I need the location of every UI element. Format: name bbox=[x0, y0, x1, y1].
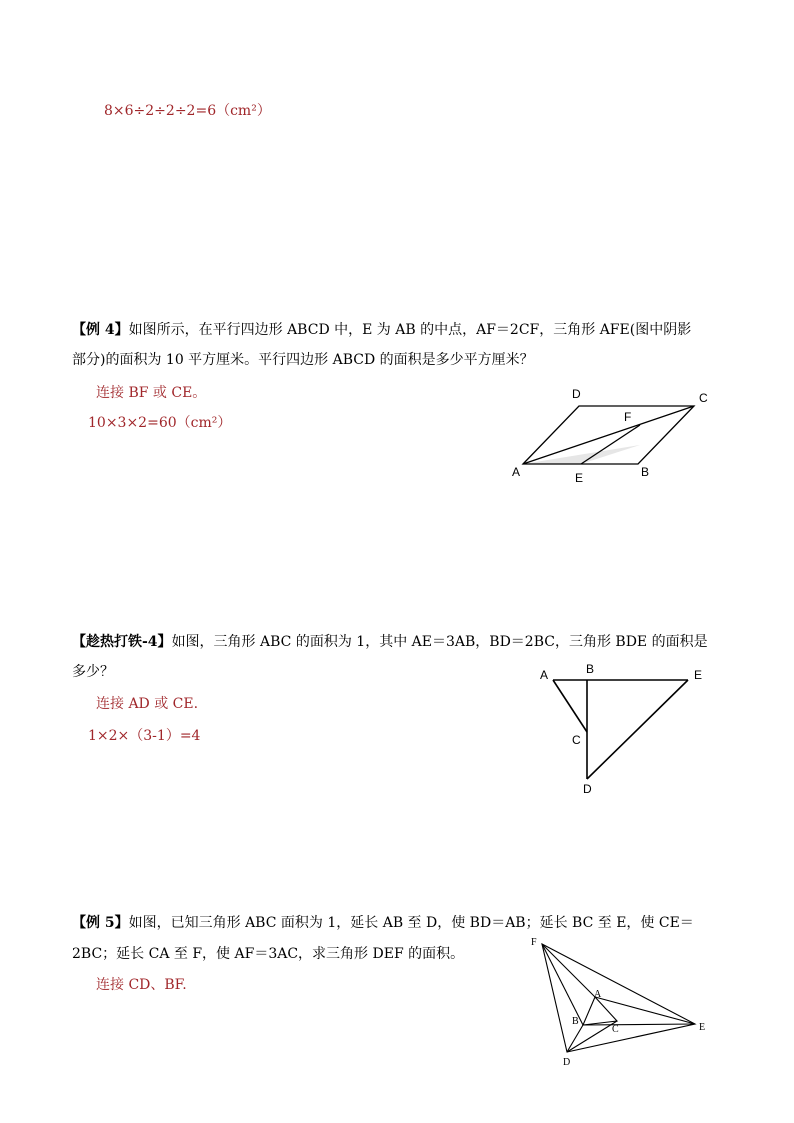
segment-fb bbox=[542, 944, 583, 1025]
label-C: C bbox=[572, 733, 581, 747]
shaded-triangle-afe bbox=[523, 445, 640, 464]
example5-text1: 如图，已知三角形 ABC 面积为 1，延长 AB 至 D，使 BD＝AB；延长 BC 至 E，使 CE＝ bbox=[128, 915, 694, 931]
label-D: D bbox=[572, 387, 581, 401]
segment-ef bbox=[581, 425, 640, 464]
diagonal-ac bbox=[523, 406, 694, 464]
label-A: A bbox=[594, 989, 602, 1000]
label-B: B bbox=[586, 662, 595, 676]
answer-top: 8×6÷2÷2÷2=6（cm²） bbox=[104, 103, 271, 119]
label-C: C bbox=[699, 391, 708, 405]
example5-question-line2: 2BC；延长 CA 至 F，使 AF＝3AC，求三角形 DEF 的面积。 bbox=[72, 946, 465, 962]
label-F: F bbox=[531, 937, 537, 948]
segment-ac bbox=[553, 680, 587, 732]
label-D: D bbox=[563, 1057, 571, 1068]
label-D: D bbox=[583, 782, 592, 796]
label-C: C bbox=[612, 1024, 619, 1035]
segment-bd bbox=[567, 1025, 583, 1052]
label-E: E bbox=[694, 668, 703, 682]
label-F: F bbox=[624, 410, 632, 424]
practice4-question-line2: 多少？ bbox=[72, 664, 114, 680]
example4-figure bbox=[500, 380, 730, 490]
label-B: B bbox=[572, 1016, 579, 1027]
label-E: E bbox=[699, 1022, 706, 1033]
practice4-answer: 1×2×（3-1）=4 bbox=[88, 728, 201, 744]
example4-tag: 【例 4】 bbox=[72, 322, 129, 338]
example4-question-line1 bbox=[72, 320, 691, 340]
triangle-def bbox=[542, 944, 695, 1052]
example5-question-line1 bbox=[72, 913, 694, 933]
example4-hint: 连接 BF 或 CE。 bbox=[96, 385, 207, 401]
practice4-figure bbox=[530, 655, 720, 800]
example4-question-line2: 部分)的面积为 10 平方厘米。平行四边形 ABCD 的面积是多少平方厘米？ bbox=[72, 352, 534, 368]
practice4-text1: 如图，三角形 ABC 的面积为 1，其中 AE＝3AB，BD＝2BC，三角形 BDE 的面积是 bbox=[171, 634, 708, 650]
label-A: A bbox=[512, 465, 521, 479]
practice4-hint: 连接 AD 或 CE. bbox=[96, 696, 199, 712]
example4-answer: 10×3×2=60（cm²） bbox=[88, 415, 232, 431]
practice4-tag: 【趁热打铁-4】 bbox=[72, 634, 172, 650]
label-A: A bbox=[540, 668, 549, 682]
segment-fa bbox=[542, 944, 595, 997]
segment-ae bbox=[595, 997, 695, 1024]
practice4-question-line1 bbox=[72, 632, 708, 652]
label-B: B bbox=[641, 465, 650, 479]
segment-de bbox=[587, 680, 688, 779]
segment-be bbox=[583, 1024, 695, 1025]
example4-text1: 如图所示，在平行四边形 ABCD 中，E 为 AB 的中点，AF＝2CF，三角形 AFE(图中阴影 bbox=[128, 322, 692, 338]
example5-hint: 连接 CD、BF. bbox=[96, 977, 187, 993]
example5-figure bbox=[525, 935, 715, 1075]
example5-tag: 【例 5】 bbox=[72, 915, 129, 931]
label-E: E bbox=[575, 471, 584, 485]
